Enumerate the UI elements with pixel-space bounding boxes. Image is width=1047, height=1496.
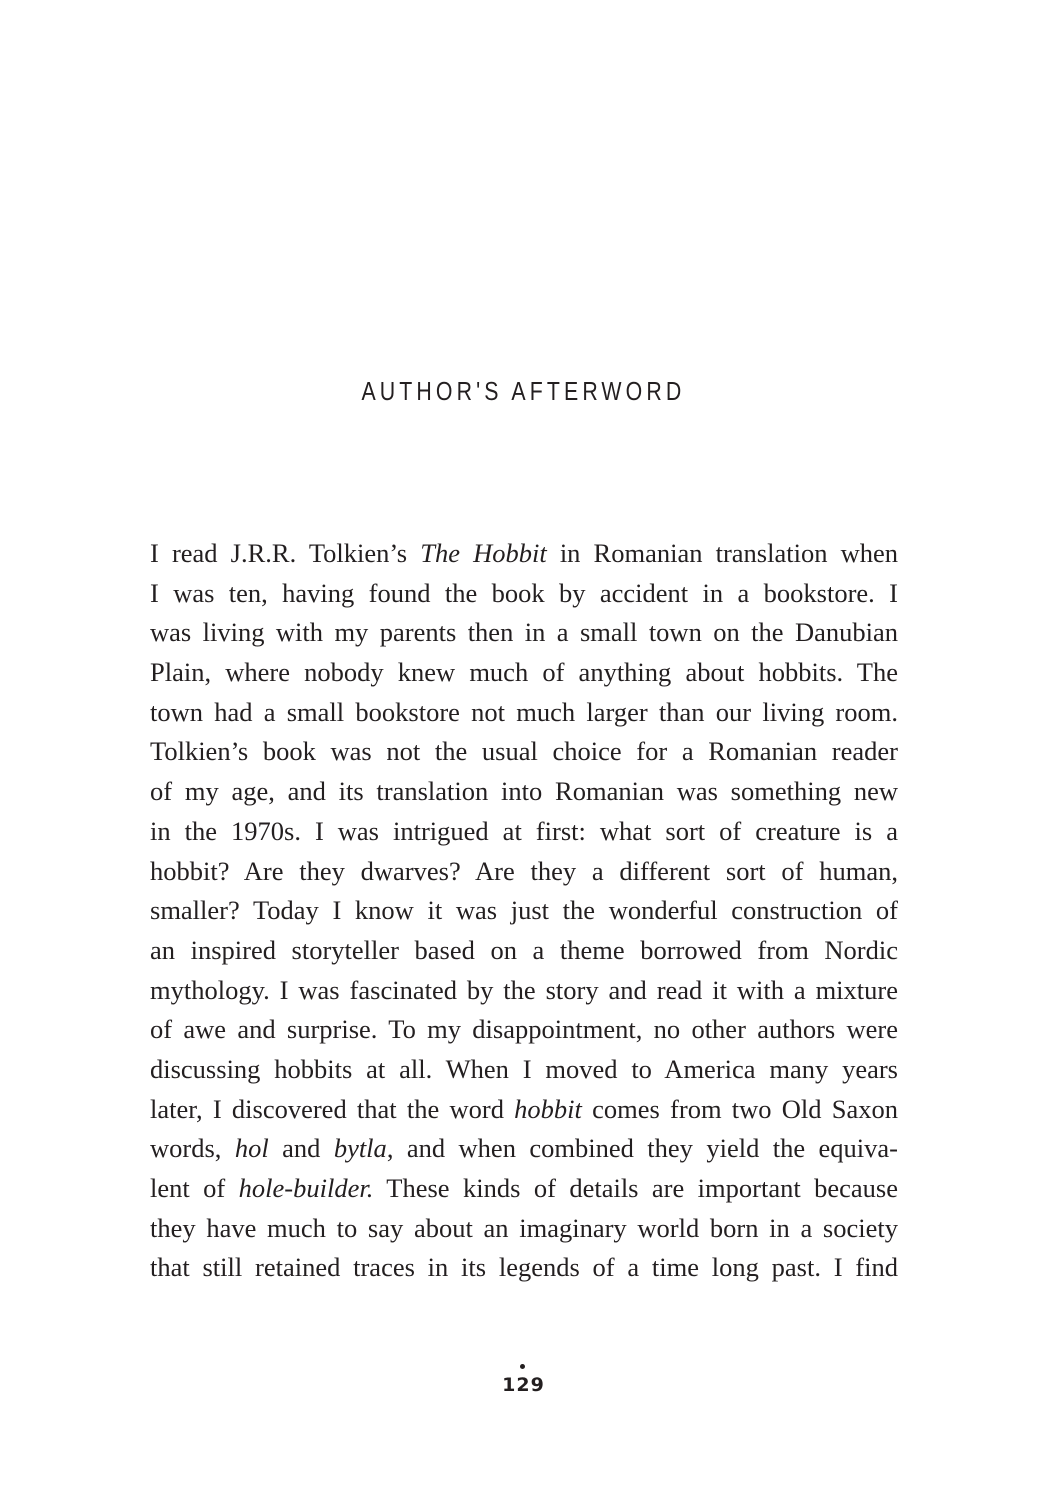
text-line	[150, 1050, 898, 1090]
text-run: that still retained traces in its legends of a time long past. I find	[150, 1252, 898, 1283]
italic-text-run: hobbit	[514, 1093, 582, 1124]
text-run: mythology. I was fascinated by the story and read it with a mixture	[150, 974, 898, 1005]
text-run: of awe and surprise. To my disappointment, no other authors were	[150, 1014, 898, 1045]
text-line	[150, 931, 898, 971]
folio-ornament	[520, 1364, 525, 1369]
italic-text-run: bytla	[333, 1133, 387, 1164]
text-line	[150, 1010, 898, 1050]
text-run: town had a small bookstore not much larger than our living room.	[150, 696, 898, 727]
text-line	[150, 1169, 898, 1209]
italic-text-run: hole-builder.	[238, 1173, 374, 1203]
text-run: an inspired storyteller based on a theme borrowed from Nordic	[150, 934, 898, 965]
text-run: of my age, and its translation into Romanian was something new	[150, 776, 898, 807]
text-run: smaller? Today I know it was just the wonderful construction of	[150, 895, 898, 926]
text-line	[150, 812, 898, 852]
text-run: hobbit? Are they dwarves? Are they a different sort of human,	[150, 855, 898, 886]
text-run: Plain, where nobody knew much of anything about hobbits. The	[150, 657, 898, 688]
text-line	[150, 772, 898, 812]
text-line	[150, 613, 898, 653]
text-run: they have much to say about an imaginary world born in a society	[150, 1212, 898, 1243]
text-run: , and when combined they yield the equiva-	[386, 1133, 898, 1164]
text-run: I was ten, having found the book by accident in a bookstore. I	[150, 577, 898, 608]
text-run: lent of	[150, 1173, 239, 1203]
text-run: and	[268, 1133, 334, 1164]
text-line	[150, 534, 898, 574]
italic-text-run: The Hobbit	[420, 538, 547, 568]
text-line	[150, 574, 898, 614]
text-run: These kinds of details are important because	[373, 1173, 899, 1203]
text-line	[150, 1209, 898, 1249]
text-line	[150, 852, 898, 892]
text-line	[150, 653, 898, 693]
page-number: 129	[502, 1374, 545, 1396]
text-run: I read J.R.R. Tolkien’s	[150, 538, 421, 568]
text-run: later, I discovered that the word	[150, 1093, 515, 1124]
text-line	[150, 1129, 898, 1169]
text-run: in the 1970s. I was intrigued at first: what sort of creature is a	[150, 815, 898, 846]
body-paragraph	[150, 534, 898, 1288]
text-run: Tolkien’s book was not the usual choice for a Romanian reader	[150, 736, 898, 767]
text-line	[150, 732, 898, 772]
text-run: in Romanian translation when	[546, 538, 898, 568]
text-run: discussing hobbits at all. When I moved to America many years	[150, 1053, 898, 1084]
text-run: words,	[150, 1133, 235, 1164]
text-line	[150, 971, 898, 1011]
text-line	[150, 891, 898, 931]
chapter-title: AUTHOR'S AFTERWORD	[361, 376, 686, 406]
italic-text-run: hol	[234, 1133, 269, 1164]
text-line	[150, 1090, 898, 1130]
text-run: was living with my parents then in a small town on the Danubian	[150, 617, 898, 648]
text-line	[150, 1248, 898, 1288]
text-run: comes from two Old Saxon	[581, 1093, 898, 1124]
text-line	[150, 693, 898, 733]
